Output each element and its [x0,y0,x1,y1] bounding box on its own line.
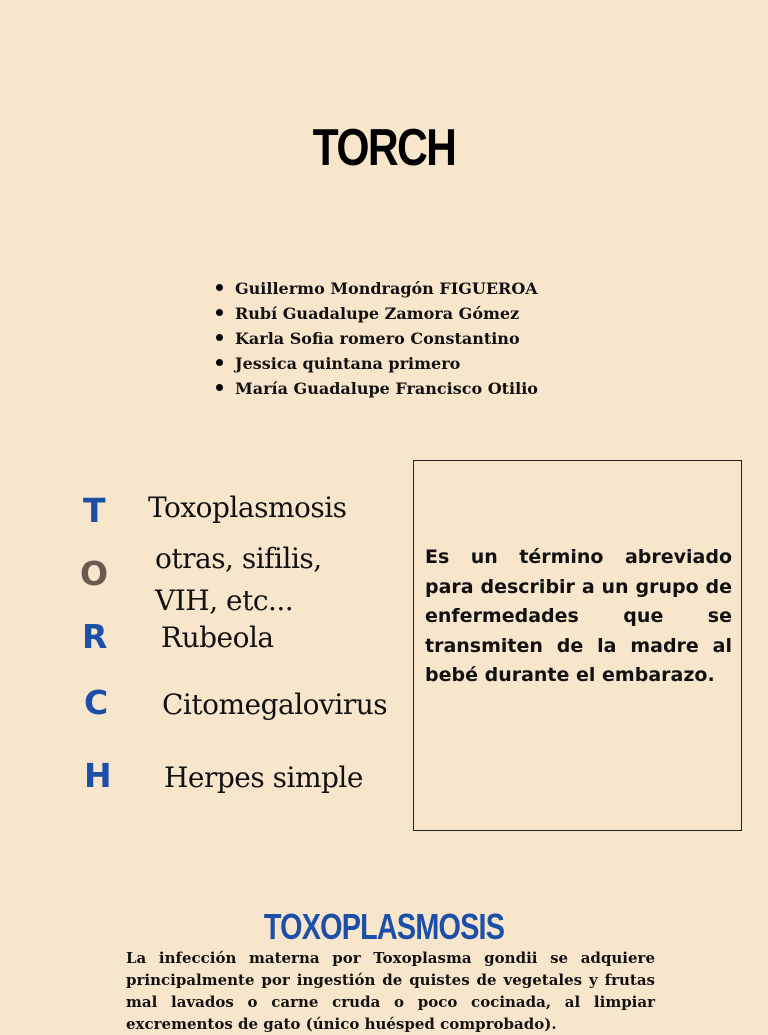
author-name: Guillermo Mondragón FIGUEROA [235,279,538,298]
acronym-term-citomegalovirus: Citomegalovirus [162,688,388,721]
author-name: Jessica quintana primero [235,354,461,373]
author-name: María Guadalupe Francisco Otilio [235,379,538,398]
bullet-icon [216,384,223,391]
bullet-icon [216,359,223,366]
author-item [216,276,538,301]
bullet-icon [216,334,223,341]
author-item [216,326,538,351]
acronym-letter-r: R [82,617,108,656]
author-item [216,301,538,326]
author-item [216,351,538,376]
acronym-letter-t: T [83,491,106,530]
acronym-term-toxoplasmosis: Toxoplasmosis [148,491,347,524]
acronym-letter-h: H [84,756,112,795]
author-name: Karla Sofia romero Constantino [235,329,520,348]
acronym-letter-c: C [84,683,109,722]
section-text: La infección materna por Toxoplasma gondii se adquiere principalmente por ingestión de quistes de vegetales y frutas mal lavados o carne cruda o poco cocinada, al limpiar excrementos de gato (único huésped comprobado). [126,949,655,1033]
acronym-term-otras: otras, sifilis, VIH, etc... [155,542,322,617]
acronym-term-rubeola: Rubeola [161,621,274,654]
author-item [216,376,538,401]
author-name: Rubí Guadalupe Zamora Gómez [235,304,520,323]
acronym-term-herpes: Herpes simple [164,761,363,794]
author-list [216,276,538,401]
page-title: TORCH [312,119,456,177]
section-title: TOXOPLASMOSIS [263,906,505,947]
acronym-letter-o: O [80,554,109,593]
bullet-icon [216,284,223,291]
definition-text: Es un término abreviado para describir a un grupo de enfermedades que se transmiten de la madre al bebé durante el embarazo. [425,546,732,686]
bullet-icon [216,309,223,316]
